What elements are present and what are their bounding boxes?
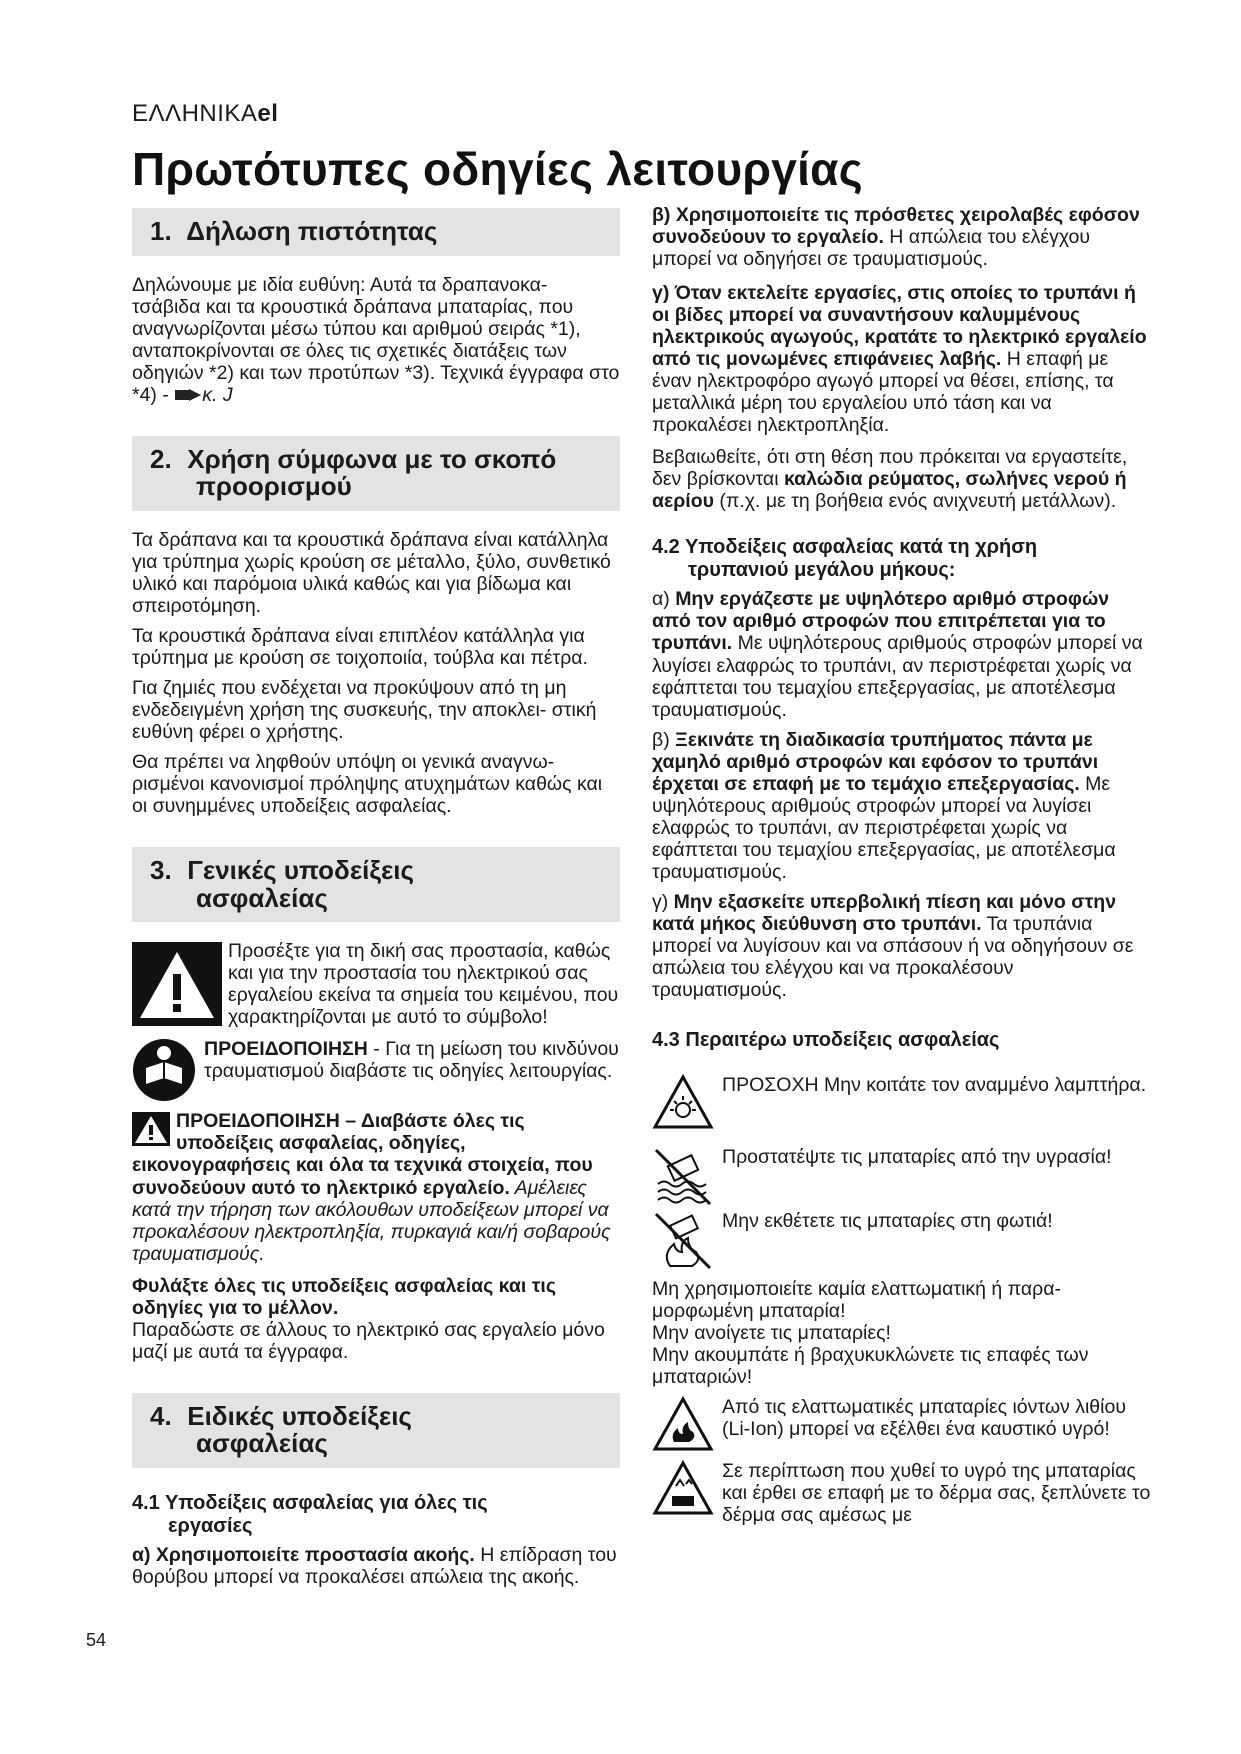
warning-triangle-icon (132, 942, 222, 1026)
lamp-warning-icon (652, 1074, 714, 1130)
long-bit-a: α) Μην εργάζεστε με υψηλότερο αριθμό στροφών από τον αριθμό στροφών που επιτρέπεται για το τρυπάνι. Με υψηλότερους αριθμούς στροφών μπορεί να λυγίσει ελαφρώς το τρυπάνι, αν περιστρέφεται χωρίς να εφάπτεται του τεμαχίου επεξεργασίας, με αποτέλεσμα τραυματισμούς. (652, 588, 1143, 721)
usage-text-1: Τα δράπανα και τα κρουστικά δράπανα είναι κατάλληλα για τρύπημα χωρίς κρούση σε μέταλλο, ξύλο, συνθετικό υλικό και παρόμοια υλικά καθώς και για βίδωμα και σπειροτόμηση. (132, 528, 611, 617)
read-manual-icon (132, 1038, 196, 1102)
read-manual-warning: ΠΡΟΕΙΔΟΠΟΙΗΣΗ - Για τη μείωση του κινδύνου τραυματισμού διαβάστε τις οδηγίες λειτουργίας. (132, 1038, 620, 1102)
subsection-4-1-heading: 4.1 Υποδείξεις ασφαλείας για όλες τις εργασίες (132, 1491, 488, 1537)
page-number: 54 (86, 1630, 107, 1650)
declaration-text: Δηλώνουμε με ιδία ευθύνη: Αυτά τα δραπανοκα- τσάβιδα και τα κρουστικά δράπανα μπαταρίας, που αναγνωρίζονται μέσω τύπου και αριθμού σειράς *1), ανταποκρίνονται σε όλες τις σχετικές διατάξεις των οδηγιών *2) και των προτύπων *3). Τεχνικά έγγραφα στο *4) - κ. J (132, 273, 620, 406)
lamp-caution: ΠΡΟΣΟΧΗ Μην κοιτάτε τον αναμμένο λαμπτήρα. (652, 1074, 1152, 1130)
section-1-heading: 1. Δήλωση πιστότητας (132, 208, 620, 256)
language-label: ΕΛΛΗΝΙΚΑel (132, 100, 279, 127)
page-title: Πρωτότυπες οδηγίες λειτουργίας (132, 143, 863, 195)
usage-text-4: Θα πρέπει να ληφθούν υπόψη οι γενικά αναγνω- ρισμένοι κανονισμοί πρόληψης ατυχημάτων καθώς και οι συνημμένες υποδείξεις ασφαλείας. (132, 751, 603, 818)
defective-battery-text: Μη χρησιμοποιείτε καμία ελαττωματική ή παρα- μορφωμένη μπαταρία! Μην ανοίγετε τις μπαταρίες! Μην ακουμπάτε ή βραχυκυκλώνετε τις επαφές των μπαταριών! (652, 1277, 1089, 1389)
section-3-heading: 3. Γενικές υποδείξεις ασφαλείας (132, 847, 620, 922)
fire-warning: Μην εκθέτετε τις μπαταρίες στη φωτιά! (652, 1210, 1152, 1270)
long-bit-c: γ) Μην εξασκείτε υπερβολική πίεση και μόνο στην κατά μήκος διεύθυνση στο τρυπάνι. Τα τρυπάνια μπορεί να λυγίσουν και να σπάσουν ή να οδηγήσουν σε απώλεια του ελέγχου και να προκαλέσουν τραυματισμούς. (652, 890, 1134, 1001)
section-4-heading: 4. Ειδικές υποδείξεις ασφαλείας (132, 1393, 620, 1468)
usage-text-2: Τα κρουστικά δράπανα είναι επιπλέον κατάλληλα για τρύπημα με κρούση σε τοιχοποιία, τούβλα και πέτρα. (132, 624, 588, 669)
no-fire-icon (652, 1210, 714, 1270)
right-column (652, 204, 1152, 1534)
liion-warning: Από τις ελαττωματικές μπαταρίες ιόντων λιθίου (Li-Ion) μπορεί να εξέλθει ένα καυστικό υγρό! (652, 1396, 1152, 1452)
liquid-contact-warning: Σε περίπτωση που χυθεί το υγρό της μπαταρίας και έρθει σε επαφή με το δέρμα σας, ξεπλύνετε το δέρμα σας αμέσως με (652, 1460, 1152, 1526)
small-warning-icon (132, 1112, 170, 1146)
fire-hazard-icon (652, 1396, 714, 1452)
subsection-4-2-heading: 4.2 Υποδείξεις ασφαλείας κατά τη χρήση τρυπανιού μεγάλου μήκους: (652, 536, 1038, 582)
long-bit-b: β) Ξεκινάτε τη διαδικασία τρυπήματος πάντα με χαμηλό αριθμό στροφών και εφόσον το τρυπάνι έρχεται σε επαφή με το τεμάχιο επεξεργασίας. Με υψηλότερους αριθμούς στροφών μπορεί να λυγίσει ελαφρώς το τρυπάνι, αν περιστρέφεται χωρίς να εφάπτεται του τεμαχίου επεξεργασίας, με αποτέλεσμα τραυματισμούς. (652, 728, 1116, 883)
check-cables: Βεβαιωθείτε, ότι στη θέση που πρόκειται να εργαστείτε, δεν βρίσκονται καλώδια ρεύματος, σωλήνες νερού ή αερίου (π.χ. με τη βοήθεια ενός ανιχνευτή μετάλλων). (652, 446, 1128, 513)
left-column (132, 208, 620, 1596)
usage-text-3: Για ζημιές που ενδέχεται να προκύψουν από τη μη ενδεδειγμένη χρήση της συσκευής, την αποκλει- στική ευθύνη φέρει ο χρήστης. (132, 677, 597, 744)
warning-symbol-paragraph: Προσέξτε για τη δική σας προστασία, καθώς και για την προστασία του ηλεκτρικού σας εργαλείου εκείνα τα σημεία του κειμένου, που χαρακτηρίζονται με αυτό το σύμβολο! (132, 940, 620, 1028)
hearing-protection: α) Χρησιμοποιείτε προστασία ακοής. Η επίδραση του θορύβου μπορεί να προκαλέσει απώλεια της ακοής. (132, 1543, 617, 1588)
subsection-4-3-heading: 4.3 Περαιτέρω υποδείξεις ασφαλείας (652, 1028, 1000, 1051)
general-warning-text: ΠΡΟΕΙΔΟΠΟΙΗΣΗ – Διαβάστε όλες τις υποδείξεις ασφαλείας, οδηγίες, εικονογραφήσεις και όλα τα τεχνικά στοιχεία, που συνοδεύουν αυτό το ηλεκτρικό εργαλείο. Αμέλειες κατά την τήρηση των ακόλουθων υποδείξεων μπορεί να προκαλέσουν ηλεκτροπληξία, πυρκαγιά και/ή σοβαρούς τραυματισμούς. (132, 1110, 611, 1265)
no-water-icon (652, 1146, 714, 1206)
section-2-heading: 2. Χρήση σύμφωνα με το σκοπό προορισμού (132, 436, 620, 511)
moisture-warning: Προστατέψτε τις μπαταρίες από την υγρασία! (652, 1146, 1152, 1206)
keep-instructions: Φυλάξτε όλες τις υποδείξεις ασφαλείας και τις οδηγίες για το μέλλον. Παραδώστε σε άλλους το ηλεκτρικό σας εργαλείο μόνο μαζί με αυτά τα έγγραφα. (132, 1274, 605, 1363)
document-arrow-icon (174, 388, 202, 402)
aux-handles: β) Χρησιμοποιείτε τις πρόσθετες χειρολαβές εφόσον συνοδεύουν το εργαλείο. Η απώλεια του ελέγχου μπορεί να οδηγήσει σε τραυματισμούς. (652, 204, 1140, 271)
hidden-conductors: γ) Όταν εκτελείτε εργασίες, στις οποίες το τρυπάνι ή οι βίδες μπορεί να συναντήσουν καλυμμένους ηλεκτρικούς αγωγούς, κρατάτε το ηλεκτρικό εργαλείο από τις μονωμένες επιφάνειες λαβής. Η επαφή με έναν ηλεκτροφόρο αγωγό μπορεί να θέσει, επίσης, τα μεταλλικά μέρη του εργαλείου υπό τάση και να προκαλέσει ηλεκτροπληξία. (652, 282, 1147, 437)
corrosive-icon (652, 1460, 714, 1516)
